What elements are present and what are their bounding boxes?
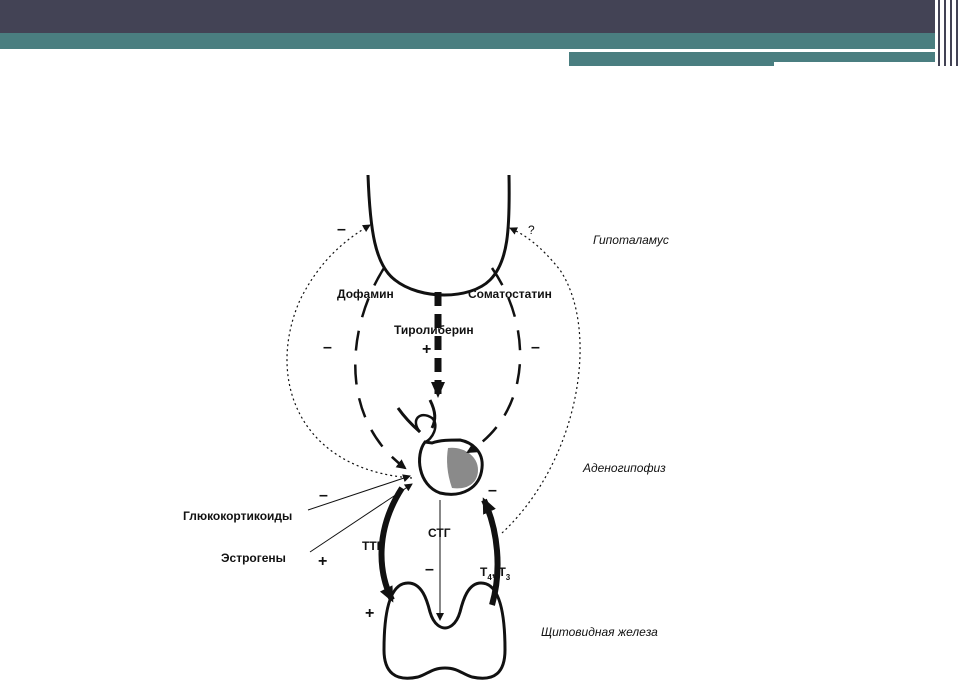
hypothalamus-outline <box>368 175 509 295</box>
pituitary-stalk-curl <box>416 415 435 442</box>
hypothalamus-label: Гипоталамус <box>593 233 669 247</box>
t4-t3-label: $Т_4$, $Т_3$ <box>480 565 511 582</box>
thyroliberin-label: Тиролиберин <box>394 323 474 337</box>
glucocorticoids-label: Глюкокортикоиды <box>183 509 293 523</box>
thyroid-label: Щитовидная железа <box>541 625 658 639</box>
gh-label: СТГ <box>428 526 451 540</box>
thyroid-outline <box>384 583 505 678</box>
estrogens-label: Эстрогены <box>221 551 286 565</box>
sign-minus-dopamine: – <box>323 339 332 356</box>
sign-minus-somatostatin: – <box>531 339 540 356</box>
sign-minus-gh: – <box>425 561 434 578</box>
sign-plus-estrogens: + <box>318 553 328 570</box>
sign-question: ? <box>528 223 535 237</box>
tsh-arrow <box>382 488 402 600</box>
adenohypophysis-label: Аденогипофиз <box>583 461 666 475</box>
sign-plus-thyroliberin: + <box>422 341 432 358</box>
feedback-to-hypothalamus-left <box>287 225 412 478</box>
feedback-to-hypothalamus-right <box>502 228 580 533</box>
sign-minus-hypothalamus-left: – <box>337 221 346 238</box>
sign-minus-t4-t3: – <box>488 482 497 499</box>
sign-plus-tsh: + <box>365 605 375 622</box>
somatostatin-label: Соматостатин <box>468 287 552 301</box>
sign-minus-glucocorticoids: – <box>319 487 328 504</box>
tsh-label: ТТГ <box>362 539 384 553</box>
dopamine-label: Дофамин <box>337 287 394 301</box>
